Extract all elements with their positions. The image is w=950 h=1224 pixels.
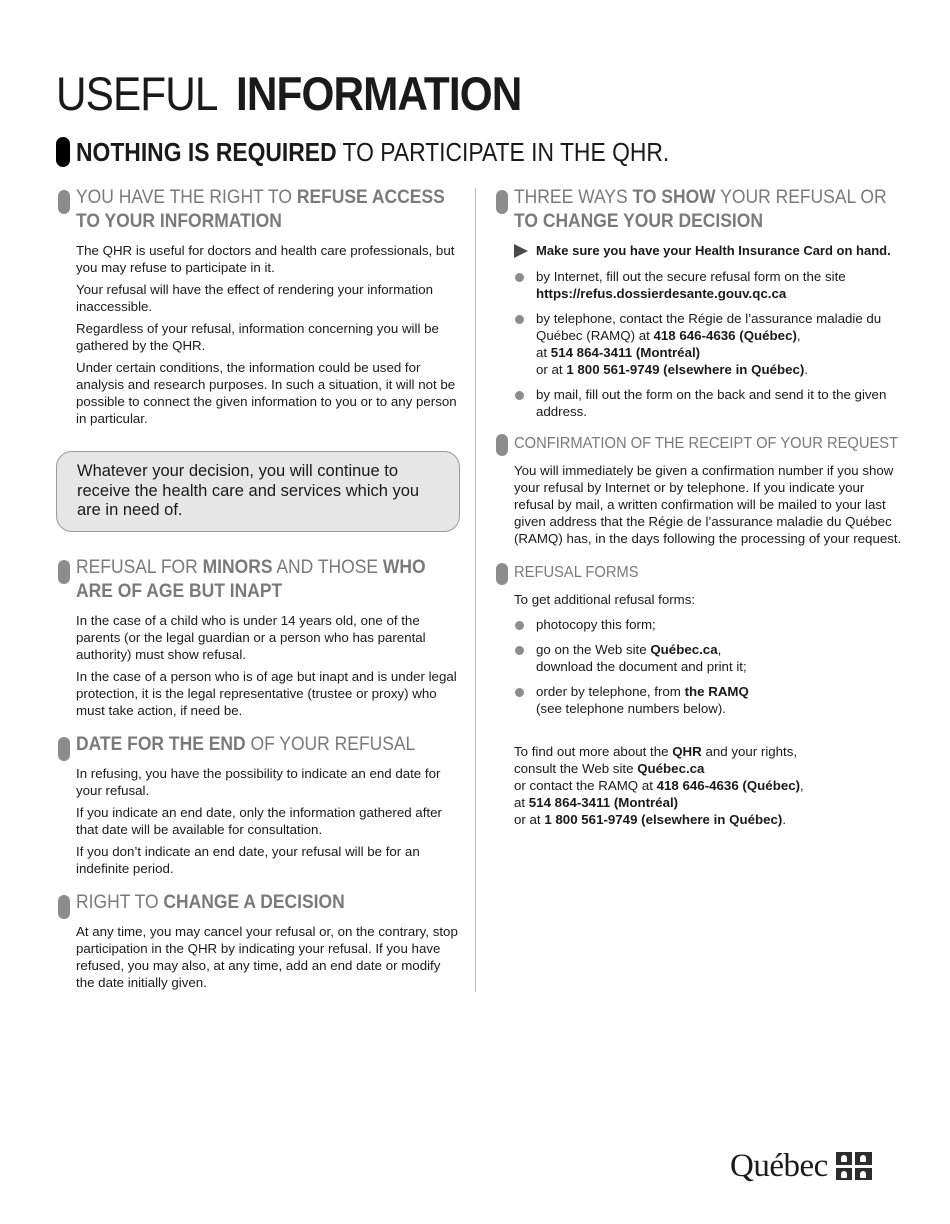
- item-text: or at: [536, 362, 567, 377]
- more-bold: 418 646-4636 (Québec): [656, 778, 801, 793]
- list-item-telephone: by telephone, contact the Régie de l’assurance maladie du Québec (RAMQ) at 418 646-4636 (Québec), at 514 864-3411 (Montréal) or at 1 800 561-9749 (elsewhere in Québec).: [494, 310, 906, 378]
- more-bold: QHR: [672, 744, 702, 759]
- item-text: by Internet, fill out the secure refusal form on the site: [536, 269, 846, 284]
- heading-text: YOU HAVE THE RIGHT TO: [76, 187, 297, 208]
- heading-bold-text: TO SHOW: [632, 187, 716, 208]
- section-heading-three-ways: [494, 186, 906, 234]
- list-item-photocopy: [494, 616, 906, 633]
- note-text: Make sure you have your Health Insurance Card on hand.: [536, 243, 891, 258]
- right-column: [494, 186, 906, 833]
- more-text: and your rights,: [701, 744, 798, 759]
- page-title-light: USEFUL: [56, 67, 218, 120]
- heading-bold-text: MINORS: [202, 556, 273, 578]
- heading-bold-text: DATE FOR THE END: [76, 733, 246, 755]
- section-marker: [58, 895, 70, 919]
- item-text: go on the Web site: [536, 642, 651, 657]
- heading-bold-text: TO CHANGE YOUR DECISION: [514, 211, 763, 232]
- heading-text: REFUSAL FORMS: [514, 564, 639, 581]
- heading-text: YOUR REFUSAL OR: [715, 187, 887, 208]
- section-marker: [58, 737, 70, 761]
- heading-bold-text: REFUSE ACCESS TO YOUR INFORMATION: [76, 187, 445, 232]
- bullet-icon: [515, 646, 524, 655]
- heading-text: RIGHT TO: [76, 891, 164, 913]
- subtitle: [56, 136, 750, 168]
- paragraph: In the case of a child who is under 14 years old, one of the parents (or the legal guardian or a person who has parental authority) must show refusal.: [76, 612, 426, 662]
- paragraph: In the case of a person who is of age but inapt and is under legal protection, it is the legal representative (trustee or proxy) who must take action, if need be.: [76, 668, 457, 718]
- fleur-de-lis-flag-icon: [836, 1152, 872, 1180]
- more-text: To find out more about the: [514, 744, 673, 759]
- ramq-name: the RAMQ: [684, 684, 749, 699]
- heading-text: OF YOUR REFUSAL: [245, 733, 416, 755]
- more-text: or at: [514, 812, 545, 827]
- heading-text: AND THOSE: [272, 556, 383, 578]
- section-heading-refusal-forms: [494, 563, 906, 583]
- list-item-order-phone: [494, 683, 906, 717]
- item-text: by mail, fill out the form on the back and send it to the given address.: [536, 387, 887, 419]
- more-bold: Québec.ca: [637, 761, 705, 776]
- paragraph: If you don’t indicate an end date, your refusal will be for an indefinite period.: [76, 843, 420, 876]
- paragraph: The QHR is useful for doctors and health care professionals, but you may refuse to participate in it.: [76, 243, 455, 275]
- quebec-logo-text: Québec: [730, 1147, 828, 1184]
- phone-montreal: 514 864-3411 (Montréal): [550, 345, 701, 360]
- page-title: [56, 66, 553, 122]
- left-column: [56, 186, 460, 996]
- item-text: (see telephone numbers below).: [536, 701, 726, 716]
- section-marker: [496, 434, 508, 456]
- bullet-icon: [515, 391, 524, 400]
- section-heading-confirmation: [494, 434, 906, 454]
- list-item-mail: [494, 386, 906, 420]
- highlight-box: Whatever your decision, you will continue to receive the health care and services which you are in need of.: [56, 451, 460, 532]
- list-item-website: go on the Web site Québec.ca, download the document and print it;: [494, 641, 906, 675]
- item-text: at: [536, 345, 551, 360]
- arrow-icon: [514, 244, 528, 258]
- more-bold: 514 864-3411 (Montréal): [528, 795, 679, 810]
- subtitle-rest: TO PARTICIPATE IN THE QHR.: [336, 137, 670, 167]
- heading-bold-text: WHO ARE OF AGE BUT INAPT: [76, 556, 426, 602]
- section-heading-refuse-access: [56, 186, 460, 234]
- paragraph: Your refusal will have the effect of rendering your information inaccessible.: [76, 282, 434, 314]
- quebec-logo: [730, 1148, 872, 1184]
- paragraph: Regardless of your refusal, information concerning you will be gathered by the QHR.: [76, 321, 439, 353]
- item-text: by telephone, contact the Régie de l’assurance maladie du Québec (RAMQ) at: [536, 311, 882, 343]
- paragraph: At any time, you may cancel your refusal or, on the contrary, stop participation in the QHR by indicating your refusal. If you have refused, you may also, at any time, add an end date or modify the date initially given.: [76, 923, 458, 990]
- phone-elsewhere: 1 800 561-9749 (elsewhere in Québec): [566, 362, 805, 377]
- heading-text: THREE WAYS: [514, 187, 633, 208]
- paragraph: If you indicate an end date, only the information gathered after that date will be available for consultation.: [76, 804, 442, 837]
- section-marker: [496, 563, 508, 585]
- refusal-url: https://refus.dossierdesante.gouv.qc.ca: [536, 286, 787, 301]
- more-text: or contact the RAMQ at: [514, 778, 657, 793]
- bullet-icon: [515, 621, 524, 630]
- list-item-internet: [494, 268, 906, 302]
- heading-text: CONFIRMATION OF THE RECEIPT OF YOUR REQUEST: [514, 435, 899, 452]
- find-out-more: To find out more about the QHR and your rights, consult the Web site Québec.ca or contact the RAMQ at 418 646-4636 (Québec), at 514 864-3411 (Montréal) or at 1 800 561-9749 (elsewhere in Québec).: [514, 744, 804, 827]
- health-card-note: [494, 242, 906, 259]
- paragraph: To get additional refusal forms:: [514, 592, 696, 607]
- paragraph: You will immediately be given a confirmation number if you show your refusal by Internet or by telephone. If you indicate your refusal by mail, a written confirmation will be mailed to your last given address that the Régie de l’assurance maladie du Québec (RAMQ) has, in the days following the processing of your request.: [514, 463, 902, 546]
- phone-quebec: 418 646-4636 (Québec): [653, 328, 797, 343]
- bullet-icon: [515, 315, 524, 324]
- bullet-icon: [515, 273, 524, 282]
- section-heading-end-date: [56, 733, 460, 757]
- heading-bold-text: CHANGE A DECISION: [163, 891, 345, 913]
- website-name: Québec.ca: [650, 642, 718, 657]
- more-bold: 1 800 561-9749 (elsewhere in Québec): [544, 812, 783, 827]
- bullet-icon: [515, 688, 524, 697]
- paragraph: Under certain conditions, the information could be used for analysis and research purposes. In such a situation, it will not be possible to connect the given information to you or to any person in particular.: [76, 360, 457, 426]
- item-text: download the document and print it;: [536, 659, 747, 674]
- section-marker: [58, 190, 70, 214]
- section-heading-minors: [56, 556, 460, 604]
- section-marker: [496, 190, 508, 214]
- subtitle-bold: NOTHING IS REQUIRED: [76, 137, 337, 167]
- more-text: consult the Web site: [514, 761, 638, 776]
- page-title-bold: INFORMATION: [235, 67, 521, 120]
- paragraph: In refusing, you have the possibility to indicate an end date for your refusal.: [76, 765, 441, 798]
- section-heading-change-decision: [56, 891, 460, 915]
- subtitle-marker: [56, 137, 70, 167]
- section-marker: [58, 560, 70, 584]
- heading-text: REFUSAL FOR: [76, 556, 203, 578]
- item-text: photocopy this form;: [536, 617, 656, 632]
- item-text: order by telephone, from: [536, 684, 685, 699]
- more-text: at: [514, 795, 529, 810]
